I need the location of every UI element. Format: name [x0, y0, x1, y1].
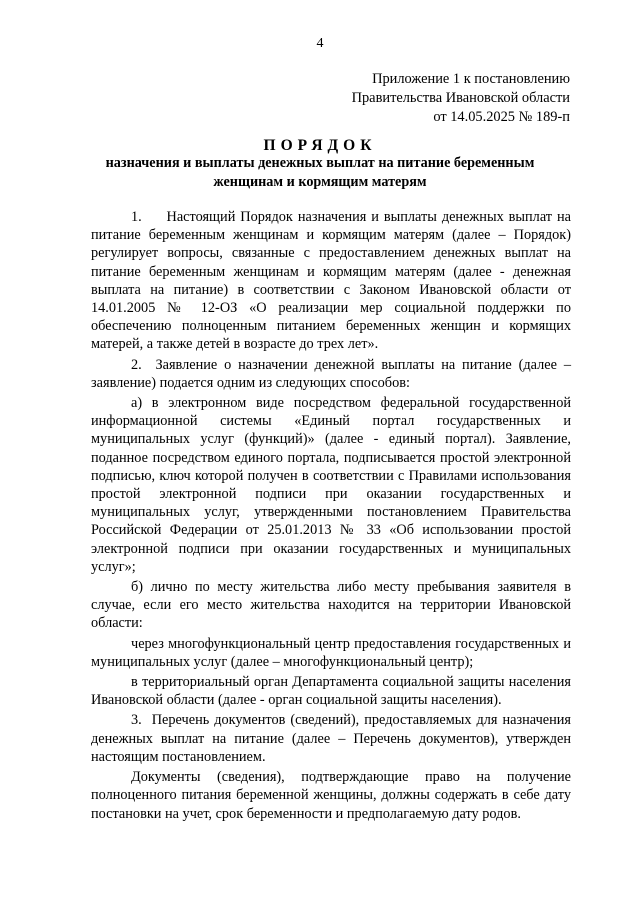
appendix-line-3: от 14.05.2025 № 189-п — [433, 109, 570, 125]
document-body — [91, 208, 571, 825]
paragraph-2b-social: в территориальный орган Департамента социальной защиты населения Ивановской области (далее - орган социальной защиты населения). — [91, 674, 571, 709]
paragraph-2b-mfc: через многофункциональный центр предоставления государственных и муниципальных услуг (далее – многофункциональный центр); — [91, 635, 571, 670]
page-number: 4 — [316, 36, 324, 51]
paragraph-documents: Документы (сведения), подтверждающие право на получение полноценного питания беременной женщины, должны содержать в себе дату постановки на учет, срок беременности и предполагаемую дату родов. — [91, 769, 571, 822]
appendix-header — [352, 70, 570, 127]
document-subtitle: назначения и выплаты денежных выплат на питание беременным женщинам и кормящим матерям — [105, 155, 535, 190]
appendix-line-1: Приложение 1 к постановлению — [372, 71, 570, 87]
paragraph-1: 1. Настоящий Порядок назначения и выплаты денежных выплат на питание беременным женщинам и кормящим матерям (далее – Порядок) регулирует вопросы, связанные с предоставлением денежных выплат на питание беременным женщинам и кормящим матерям (далее - денежная выплата на питание) в соответствии с Законом Ивановской области от 14.01.2005 № 12-ОЗ «О реализации мер социальной поддержки по обеспечению полноценным питанием беременных женщин и кормящих матерей, а также детей в возрасте до трех лет». — [91, 209, 571, 353]
paragraph-3: 3. Перечень документов (сведений), предоставляемых для назначения денежных выплат на питание (далее – Перечень документов), утвержден настоящим постановлением. — [91, 712, 571, 765]
appendix-line-2: Правительства Ивановской области — [351, 90, 570, 106]
paragraph-2b: б) лично по месту жительства либо месту пребывания заявителя в случае, если его место жительства находится на территории Ивановской области: — [91, 579, 571, 632]
paragraph-2: 2. Заявление о назначении денежной выплаты на питание (далее – заявление) подается одним из следующих способов: — [91, 356, 571, 391]
paragraph-2a: а) в электронном виде посредством федеральной государственной информационной системы «Единый портал государственных и муниципальных услуг (функций)» (далее - единый портал). Заявление, поданное посредством единого портала, подписывается простой электронной подписью, ключ которой получен в соответствии с Правилами использования простой электронной подписи при оказании государственных и муниципальных услуг, утвержденными постановлением Правительства Российской Федерации от 25.01.2013 № 33 «Об использовании простой электронной подписи при оказании государственных и муниципальных услуг»; — [91, 395, 571, 575]
document-title: ПОРЯДОК — [263, 137, 377, 154]
